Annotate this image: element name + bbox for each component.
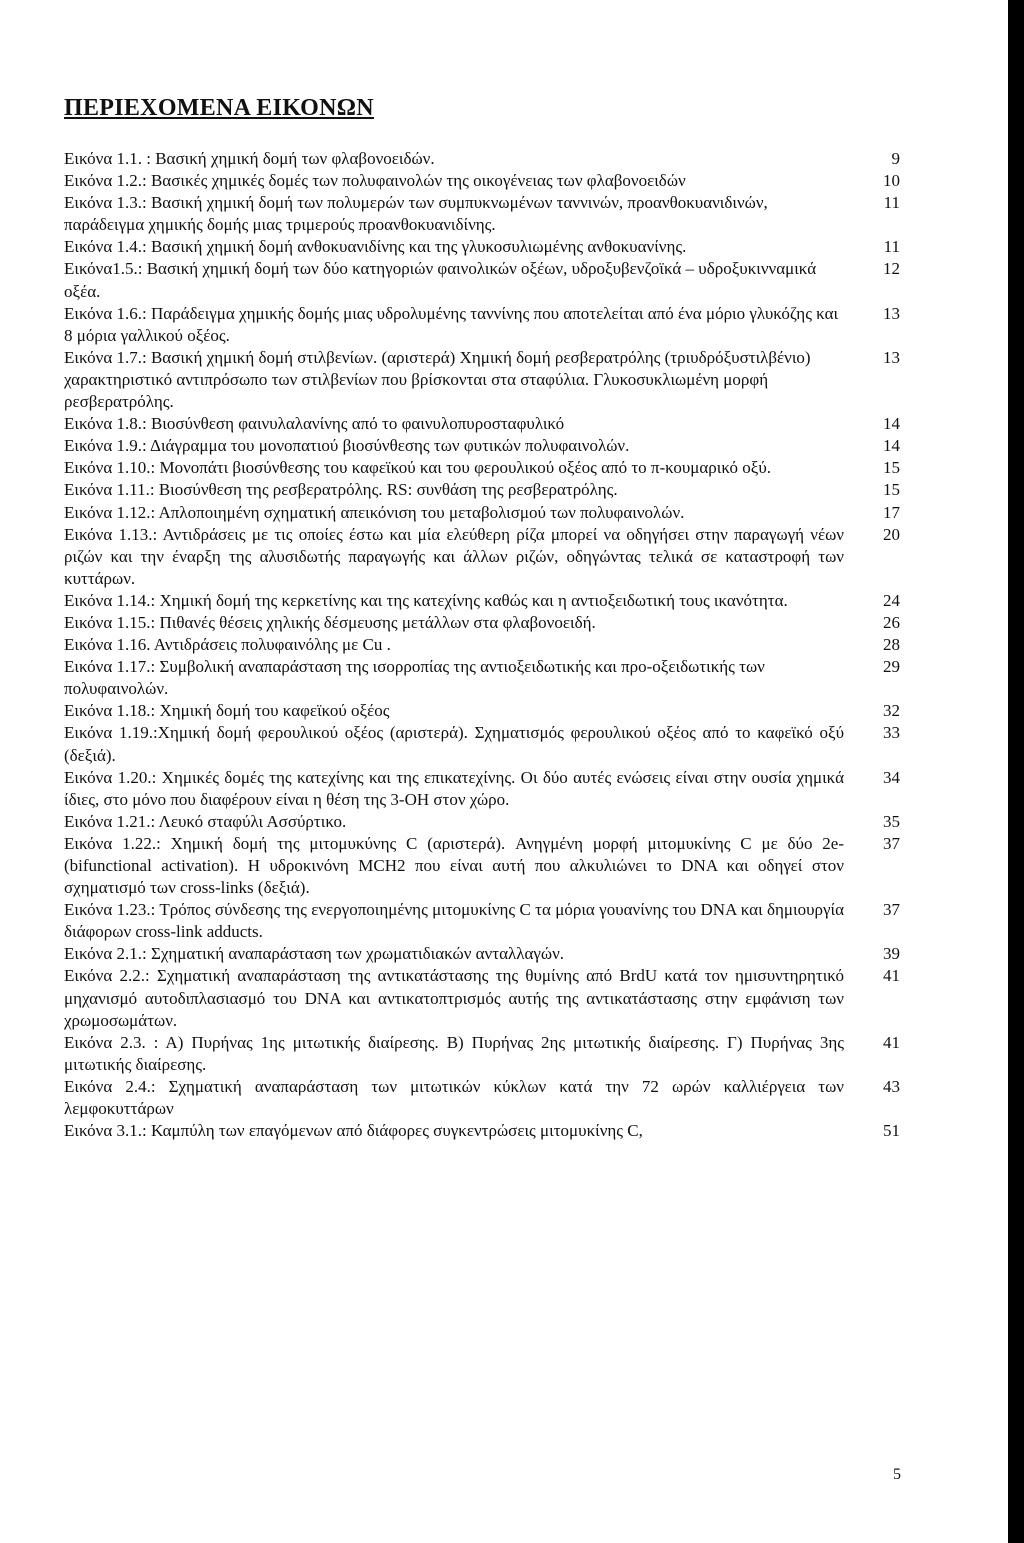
figure-entry	[64, 1120, 900, 1142]
figure-entry-text: Εικόνα 2.3. : Α) Πυρήνας 1ης μιτωτικής διαίρεσης. Β) Πυρήνας 2ης μιτωτικής διαίρεσης. Γ) Πυρήνας 3ης μιτωτικής διαίρεσης.	[64, 1032, 844, 1074]
figure-entry-page: 24	[883, 590, 900, 610]
figure-entry-text: Εικόνα 1.9.: Διάγραμμα του μονοπατιού βιοσύνθεσης των φυτικών πολυφαινολών.	[64, 436, 630, 456]
figure-entry-text: Εικόνα 1.20.: Χημικές δομές της κατεχίνης και της επικατεχίνης. Οι δύο αυτές ενώσεις είναι στην ουσία χημικά ίδιες, στο μόνο που διαφέρουν είναι η θέση της 3-OH στον χώρο.	[64, 767, 844, 809]
figure-entry	[64, 524, 900, 590]
figure-entry-page: 15	[883, 458, 900, 478]
figure-entry-text: Εικόνα 1.19.:Χημική δομή φερουλικού οξέος (αριστερά). Σχηματισμός φερουλικού οξέος από το καφεϊκό οξύ (δεξιά).	[64, 723, 844, 765]
figure-entry-text: Εικόνα 1.12.: Απλοποιημένη σχηματική απεικόνιση του μεταβολισμού των πολυφαινολών.	[64, 502, 685, 522]
figure-list	[64, 148, 900, 1142]
figure-entry	[64, 656, 900, 700]
figure-entry-text: Εικόνα 1.16. Αντιδράσεις πολυφαινόλης με Cu .	[64, 635, 391, 655]
figure-entry-text: Εικόνα 2.1.: Σχηματική αναπαράσταση των χρωματιδιακών ανταλλαγών.	[64, 944, 565, 964]
figure-entry	[64, 303, 900, 347]
figure-entry-text: Εικόνα 1.2.: Βασικές χημικές δομές των πολυφαινολών της οικογένειας των φλαβονοειδών	[64, 171, 686, 191]
figure-entry-page: 17	[883, 502, 900, 522]
figure-entry	[64, 700, 900, 722]
figure-entry-page: 28	[883, 635, 900, 655]
figure-entry-page: 15	[883, 480, 900, 500]
figure-entry-page: 39	[883, 944, 900, 964]
figure-entry-text: Εικόνα 1.7.: Βασική χημική δομή στιλβενίων. (αριστερά) Χημική δομή ρεσβερατρόλης (τριυδρόξυστιλβένιο) χαρακτηριστικό αντιπρόσωπο των στιλβενίων που βρίσκονται στα σταφύλια. Γλυκοσυκλιωμένη μορφή ρεσβερατρόλης.	[64, 347, 811, 412]
figure-entry-page: 41	[883, 1032, 900, 1052]
figure-entry-text: Εικόνα 1.1. : Βασική χημική δομή των φλαβονοειδών.	[64, 149, 435, 168]
figure-entry	[64, 811, 900, 833]
figure-entry	[64, 148, 900, 170]
figure-entry-text: Εικόνα 2.4.: Σχηματική αναπαράσταση των μιτωτικών κύκλων κατά την 72 ωρών καλλιέργεια των λεμφοκυττάρων	[64, 1076, 844, 1119]
figure-entry-page: 26	[883, 612, 900, 632]
figure-entry-text: Εικόνα 1.4.: Βασική χημική δομή ανθοκυανιδίνης και της γλυκοσυλιωμένης ανθοκυανίνης.	[64, 237, 687, 257]
figure-entry-page: 41	[883, 966, 900, 986]
figure-entry	[64, 457, 900, 479]
figure-entry-page: 51	[883, 1121, 900, 1141]
figure-entry-page: 37	[883, 900, 900, 920]
figure-entry-page: 13	[883, 347, 900, 367]
figure-entry-page: 14	[883, 414, 900, 434]
figure-entry	[64, 767, 900, 811]
figure-entry	[64, 1032, 900, 1076]
figure-entry-text: Εικόνα 1.22.: Χημική δομή της μιτομυκύνης C (αριστερά). Ανηγμένη μορφή μιτομυκίνης C με δύο 2e- (bifunctional activation). Η υδροκινόνη MCH2 που είναι αυτή που αλκυλιώνει το DNA και οδηγεί στον σχηματισμό των cross-links (δεξιά).	[64, 833, 844, 898]
figure-entry	[64, 479, 900, 501]
figure-entry-page: 35	[883, 811, 900, 831]
figure-entry	[64, 170, 900, 192]
figure-entry-text: Εικόνα 2.2.: Σχηματική αναπαράσταση της αντικατάστασης της θυμίνης από BrdU κατά τον ημισυντηρητικό μηχανισμό αυτοδιπλασιασμό του DNA και αντικατοπτρισμός αυτής της αντικατάστασης στην εμφάνιση των χρωμοσωμάτων.	[64, 966, 844, 1030]
figure-entry-text: Εικόνα 1.3.: Βασική χημική δομή των πολυμερών των συμπυκνωμένων ταννινών, προανθοκυανιδινών, παράδειγμα χημικής δομής μιας τριμερούς προανθοκυανιδίνης.	[64, 193, 768, 235]
figure-entry-page: 10	[883, 171, 900, 191]
figure-entry	[64, 722, 900, 766]
figure-entry-page: 20	[883, 524, 900, 544]
figure-entry-page: 29	[883, 657, 900, 677]
figure-entry	[64, 236, 900, 258]
figure-entry	[64, 502, 900, 524]
figure-entry-text: Εικόνα 1.8.: Βιοσύνθεση φαινυλαλανίνης από το φαινυλοπυροσταφυλικό	[64, 414, 565, 434]
figure-entry	[64, 413, 900, 435]
page-number: 5	[893, 1466, 901, 1483]
figure-entry-page: 13	[883, 303, 900, 323]
figure-entry	[64, 590, 900, 612]
figure-entry-page: 12	[883, 259, 900, 279]
figure-entry	[64, 192, 900, 236]
figure-entry-text: Εικόνα 1.10.: Μονοπάτι βιοσύνθεσης του καφεϊκού και του φερουλικού οξέος από το π-κουμαρικό οξύ.	[64, 458, 772, 478]
figure-entry-page: 32	[883, 701, 900, 721]
figure-entry-text: Εικόνα 1.13.: Αντιδράσεις με τις οποίες έστω και μία ελεύθερη ρίζα μπορεί να οδηγήσει στην παραγωγή νέων ριζών και την έναρξη της αλυσιδωτής παραγωγής και άλλων ριζών, οδηγώντας τελικά σε καταστροφή των κυττάρων.	[64, 524, 844, 588]
figure-entry	[64, 347, 900, 413]
figure-entry-text: Εικόνα 1.21.: Λευκό σταφύλι Ασσύρτικο.	[64, 811, 347, 831]
page-title: ΠΕΡΙΕΧΟΜΕΝΑ ΕΙΚΟΝΩΝ	[64, 95, 374, 121]
figure-entry-page: 34	[883, 767, 900, 787]
figure-entry-page: 11	[883, 193, 900, 213]
figure-entry-page: 37	[883, 833, 900, 853]
figure-entry-page: 11	[883, 237, 900, 257]
figure-entry-page: 14	[883, 436, 900, 456]
figure-entry-text: Εικόνα1.5.: Βασική χημική δομή των δύο κατηγοριών φαινολικών οξέων, υδροξυβενζοϊκά – υδροξυκινναμικά οξέα.	[64, 259, 817, 301]
figure-entry-text: Εικόνα 1.18.: Χημική δομή του καφεϊκού οξέος	[64, 701, 390, 721]
figure-entry-text: Εικόνα 1.14.: Χημική δομή της κερκετίνης και της κατεχίνης καθώς και η αντιοξειδωτική τους ικανότητα.	[64, 590, 788, 610]
figure-entry	[64, 899, 900, 943]
figure-entry-page: 43	[883, 1076, 900, 1096]
figure-entry-page: 33	[883, 723, 900, 743]
figure-entry	[64, 435, 900, 457]
figure-entry-text: Εικόνα 1.17.: Συμβολική αναπαράσταση της ισορροπίας της αντιοξειδωτικής και προ-οξειδωτικής των πολυφαινολών.	[64, 657, 765, 699]
figure-entry-text: Εικόνα 3.1.: Καμπύλη των επαγόμενων από διάφορες συγκεντρώσεις μιτομυκίνης C,	[64, 1121, 643, 1141]
figure-entry-text: Εικόνα 1.23.: Τρόπος σύνδεσης της ενεργοποιημένης μιτομυκίνης C τα μόρια γουανίνης του DNA και δημιουργία διάφορων cross-link adducts.	[64, 900, 844, 942]
figure-entry	[64, 634, 900, 656]
figure-entry-text: Εικόνα 1.11.: Βιοσύνθεση της ρεσβερατρόλης. RS: συνθάση της ρεσβερατρόλης.	[64, 480, 618, 500]
figure-entry	[64, 965, 900, 1031]
figure-entry	[64, 833, 900, 899]
figure-entry-text: Εικόνα 1.15.: Πιθανές θέσεις χηλικής δέσμευσης μετάλλων στα φλαβονοειδή.	[64, 612, 596, 632]
figure-entry	[64, 612, 900, 634]
figure-entry	[64, 258, 900, 302]
figure-entry-page: 9	[891, 149, 900, 168]
figure-entry	[64, 1076, 900, 1120]
figure-entry	[64, 943, 900, 965]
figure-entry-text: Εικόνα 1.6.: Παράδειγμα χημικής δομής μιας υδρολυμένης ταννίνης που αποτελείται από ένα μόριο γλυκόζης και 8 μόρια γαλλικού οξέος.	[64, 303, 839, 345]
